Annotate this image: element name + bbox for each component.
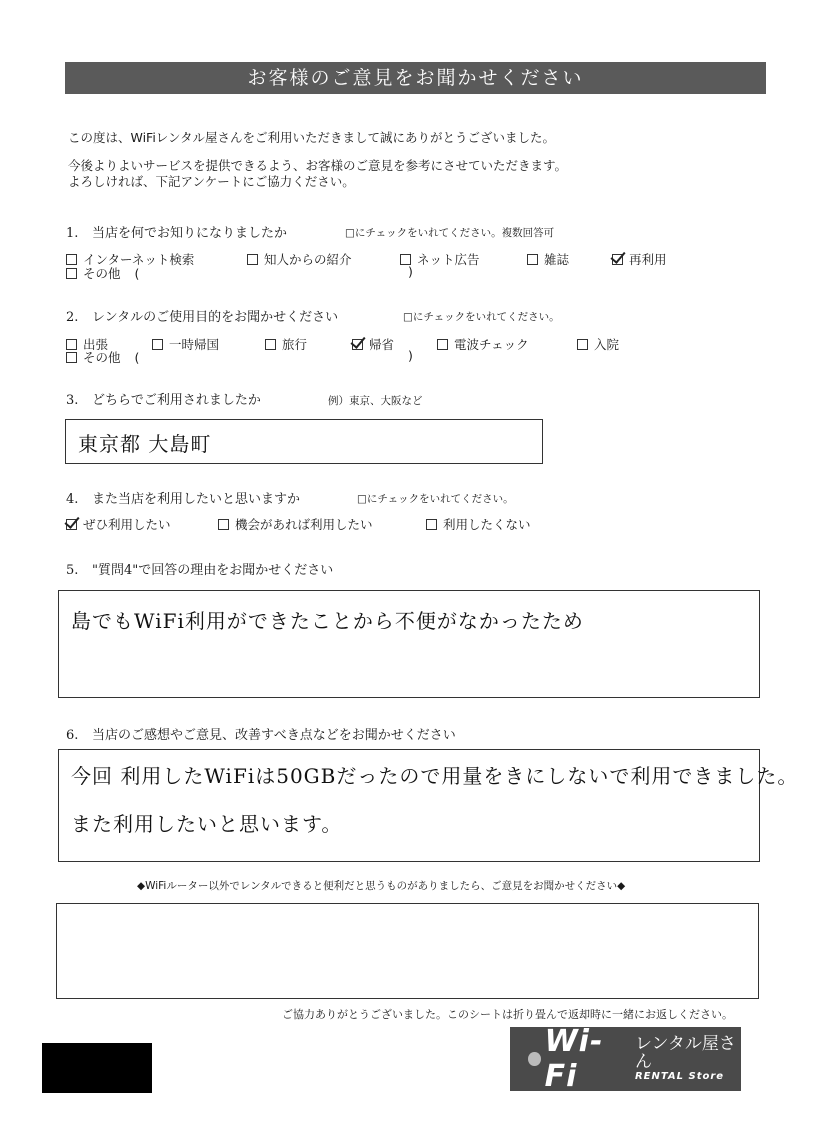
closing-thanks: ご協力ありがとうございました。このシートは折り畳んで返却時に一緒にお返しください。 <box>282 1008 733 1021</box>
option-label: 知人からの紹介 <box>264 252 352 267</box>
question-3-number: 3. <box>66 393 79 408</box>
checkbox[interactable] <box>218 519 229 530</box>
question-1-number: 1. <box>66 226 79 241</box>
checkbox[interactable] <box>152 339 163 350</box>
question-3-text: どちらでご利用されましたか <box>92 393 261 408</box>
checkbox[interactable] <box>66 352 77 363</box>
q5-handwritten-answer: 島でもWiFi利用ができたことから不便がなかったため <box>71 609 584 633</box>
option-label: 帰省 <box>369 337 395 352</box>
option-label: 電波チェック <box>454 337 529 352</box>
question-4-note: □にチェックをいれてください。 <box>357 493 514 505</box>
q1-option-magazine[interactable] <box>527 250 569 268</box>
question-3-note: 例）東京、大阪など <box>328 395 423 407</box>
open-paren: ( <box>134 265 140 281</box>
question-3 <box>66 389 261 408</box>
page-title: お客様のご意見をお聞かせください <box>65 62 766 94</box>
checkbox-checked[interactable] <box>66 519 77 530</box>
option-label: 出張 <box>83 337 109 352</box>
option-label: 一時帰国 <box>169 337 220 352</box>
question-2-number: 2. <box>66 310 79 325</box>
option-label: 利用したくない <box>443 517 531 532</box>
question-2 <box>66 306 338 325</box>
q1-option-repeat[interactable] <box>612 250 667 268</box>
company-logo <box>510 1024 741 1094</box>
q2-option-hospital[interactable] <box>577 335 619 353</box>
q5-answer-box[interactable] <box>58 590 760 698</box>
q2-option-signal-check[interactable] <box>437 335 529 353</box>
question-6 <box>66 724 456 743</box>
option-label: 雑誌 <box>544 252 570 267</box>
q3-handwritten-answer: 東京都 大島町 <box>78 432 212 456</box>
checkbox[interactable] <box>527 254 538 265</box>
checkbox[interactable] <box>247 254 258 265</box>
mascot-icon <box>528 1052 541 1066</box>
checkbox-checked[interactable] <box>352 339 363 350</box>
q1-option-other[interactable] <box>66 264 139 282</box>
question-5-text: "質問4"で回答の理由をお聞かせください <box>92 563 334 578</box>
logo-english-name: RENTAL Store <box>634 1070 725 1082</box>
question-2-text: レンタルのご使用目的をお聞かせください <box>92 310 339 325</box>
option-label: インターネット検索 <box>83 252 195 267</box>
logo-names <box>634 1033 741 1082</box>
question-6-number: 6. <box>66 728 79 743</box>
q4-option-no[interactable] <box>426 515 531 533</box>
question-1-text: 当店を何でお知りになりましたか <box>92 226 288 241</box>
q4-option-if-chance[interactable] <box>218 515 373 533</box>
question-5 <box>66 559 333 578</box>
q6-handwritten-line-1: 今回 利用したWiFiは50GBだったので用量をきにしないで利用できました。 <box>71 764 799 788</box>
option-label: その他 <box>83 266 121 281</box>
question-4-text: また当店を利用したいと思いますか <box>92 492 301 507</box>
q3-answer-box[interactable] <box>65 419 543 464</box>
intro-line-1: この度は、WiFiレンタル屋さんをご利用いただきまして誠にありがとうございました。 <box>68 130 556 145</box>
checkbox[interactable] <box>426 519 437 530</box>
checkbox[interactable] <box>400 254 411 265</box>
intro-line-3: よろしければ、下記アンケートにご協力ください。 <box>68 174 355 189</box>
redaction-block <box>42 1043 152 1093</box>
checkbox-checked[interactable] <box>612 254 623 265</box>
option-label: その他 <box>83 350 121 365</box>
question-2-note: □にチェックをいれてください。 <box>403 311 560 323</box>
question-6-text: 当店のご感想やご意見、改善すべき点などをお聞かせください <box>92 728 456 743</box>
option-label: ぜひ利用したい <box>83 517 171 532</box>
q1-option-referral[interactable] <box>247 250 352 268</box>
q2-option-other[interactable] <box>66 348 139 366</box>
option-label: 旅行 <box>282 337 308 352</box>
option-label: 再利用 <box>629 252 667 267</box>
q7-prompt: ◆WiFiルーター以外でレンタルできると便利だと思うものがありましたら、ご意見をお聞かせください◆ <box>137 880 626 892</box>
question-1-note: □にチェックをいれてください。複数回答可 <box>345 227 555 239</box>
checkbox[interactable] <box>577 339 588 350</box>
q7-answer-box[interactable] <box>56 903 759 999</box>
open-paren: ( <box>134 349 140 365</box>
option-label: 入院 <box>594 337 620 352</box>
question-1 <box>66 222 287 241</box>
q6-answer-box[interactable] <box>58 749 799 862</box>
q4-option-definitely[interactable] <box>66 515 171 533</box>
checkbox[interactable] <box>437 339 448 350</box>
intro-line-2: 今後よりよいサービスを提供できるよう、お客様のご意見を参考にさせていただきます。 <box>68 158 568 173</box>
q2-option-homecoming[interactable] <box>352 335 394 353</box>
q1-close-paren: ) <box>408 264 413 279</box>
question-5-number: 5. <box>66 563 79 578</box>
q6-handwritten-line-2: また利用したいと思います。 <box>71 812 343 836</box>
checkbox[interactable] <box>66 254 77 265</box>
question-4-number: 4. <box>66 492 79 507</box>
logo-wifi-text: Wi-Fi <box>544 1024 604 1094</box>
q2-close-paren: ) <box>408 348 413 363</box>
q2-option-temp-return[interactable] <box>152 335 219 353</box>
q2-option-travel[interactable] <box>265 335 307 353</box>
option-label: ネット広告 <box>417 252 480 267</box>
checkbox[interactable] <box>66 268 77 279</box>
option-label: 機会があれば利用したい <box>235 517 373 532</box>
question-4 <box>66 488 300 507</box>
checkbox[interactable] <box>265 339 276 350</box>
logo-japanese-name: レンタル屋さん <box>634 1033 736 1072</box>
